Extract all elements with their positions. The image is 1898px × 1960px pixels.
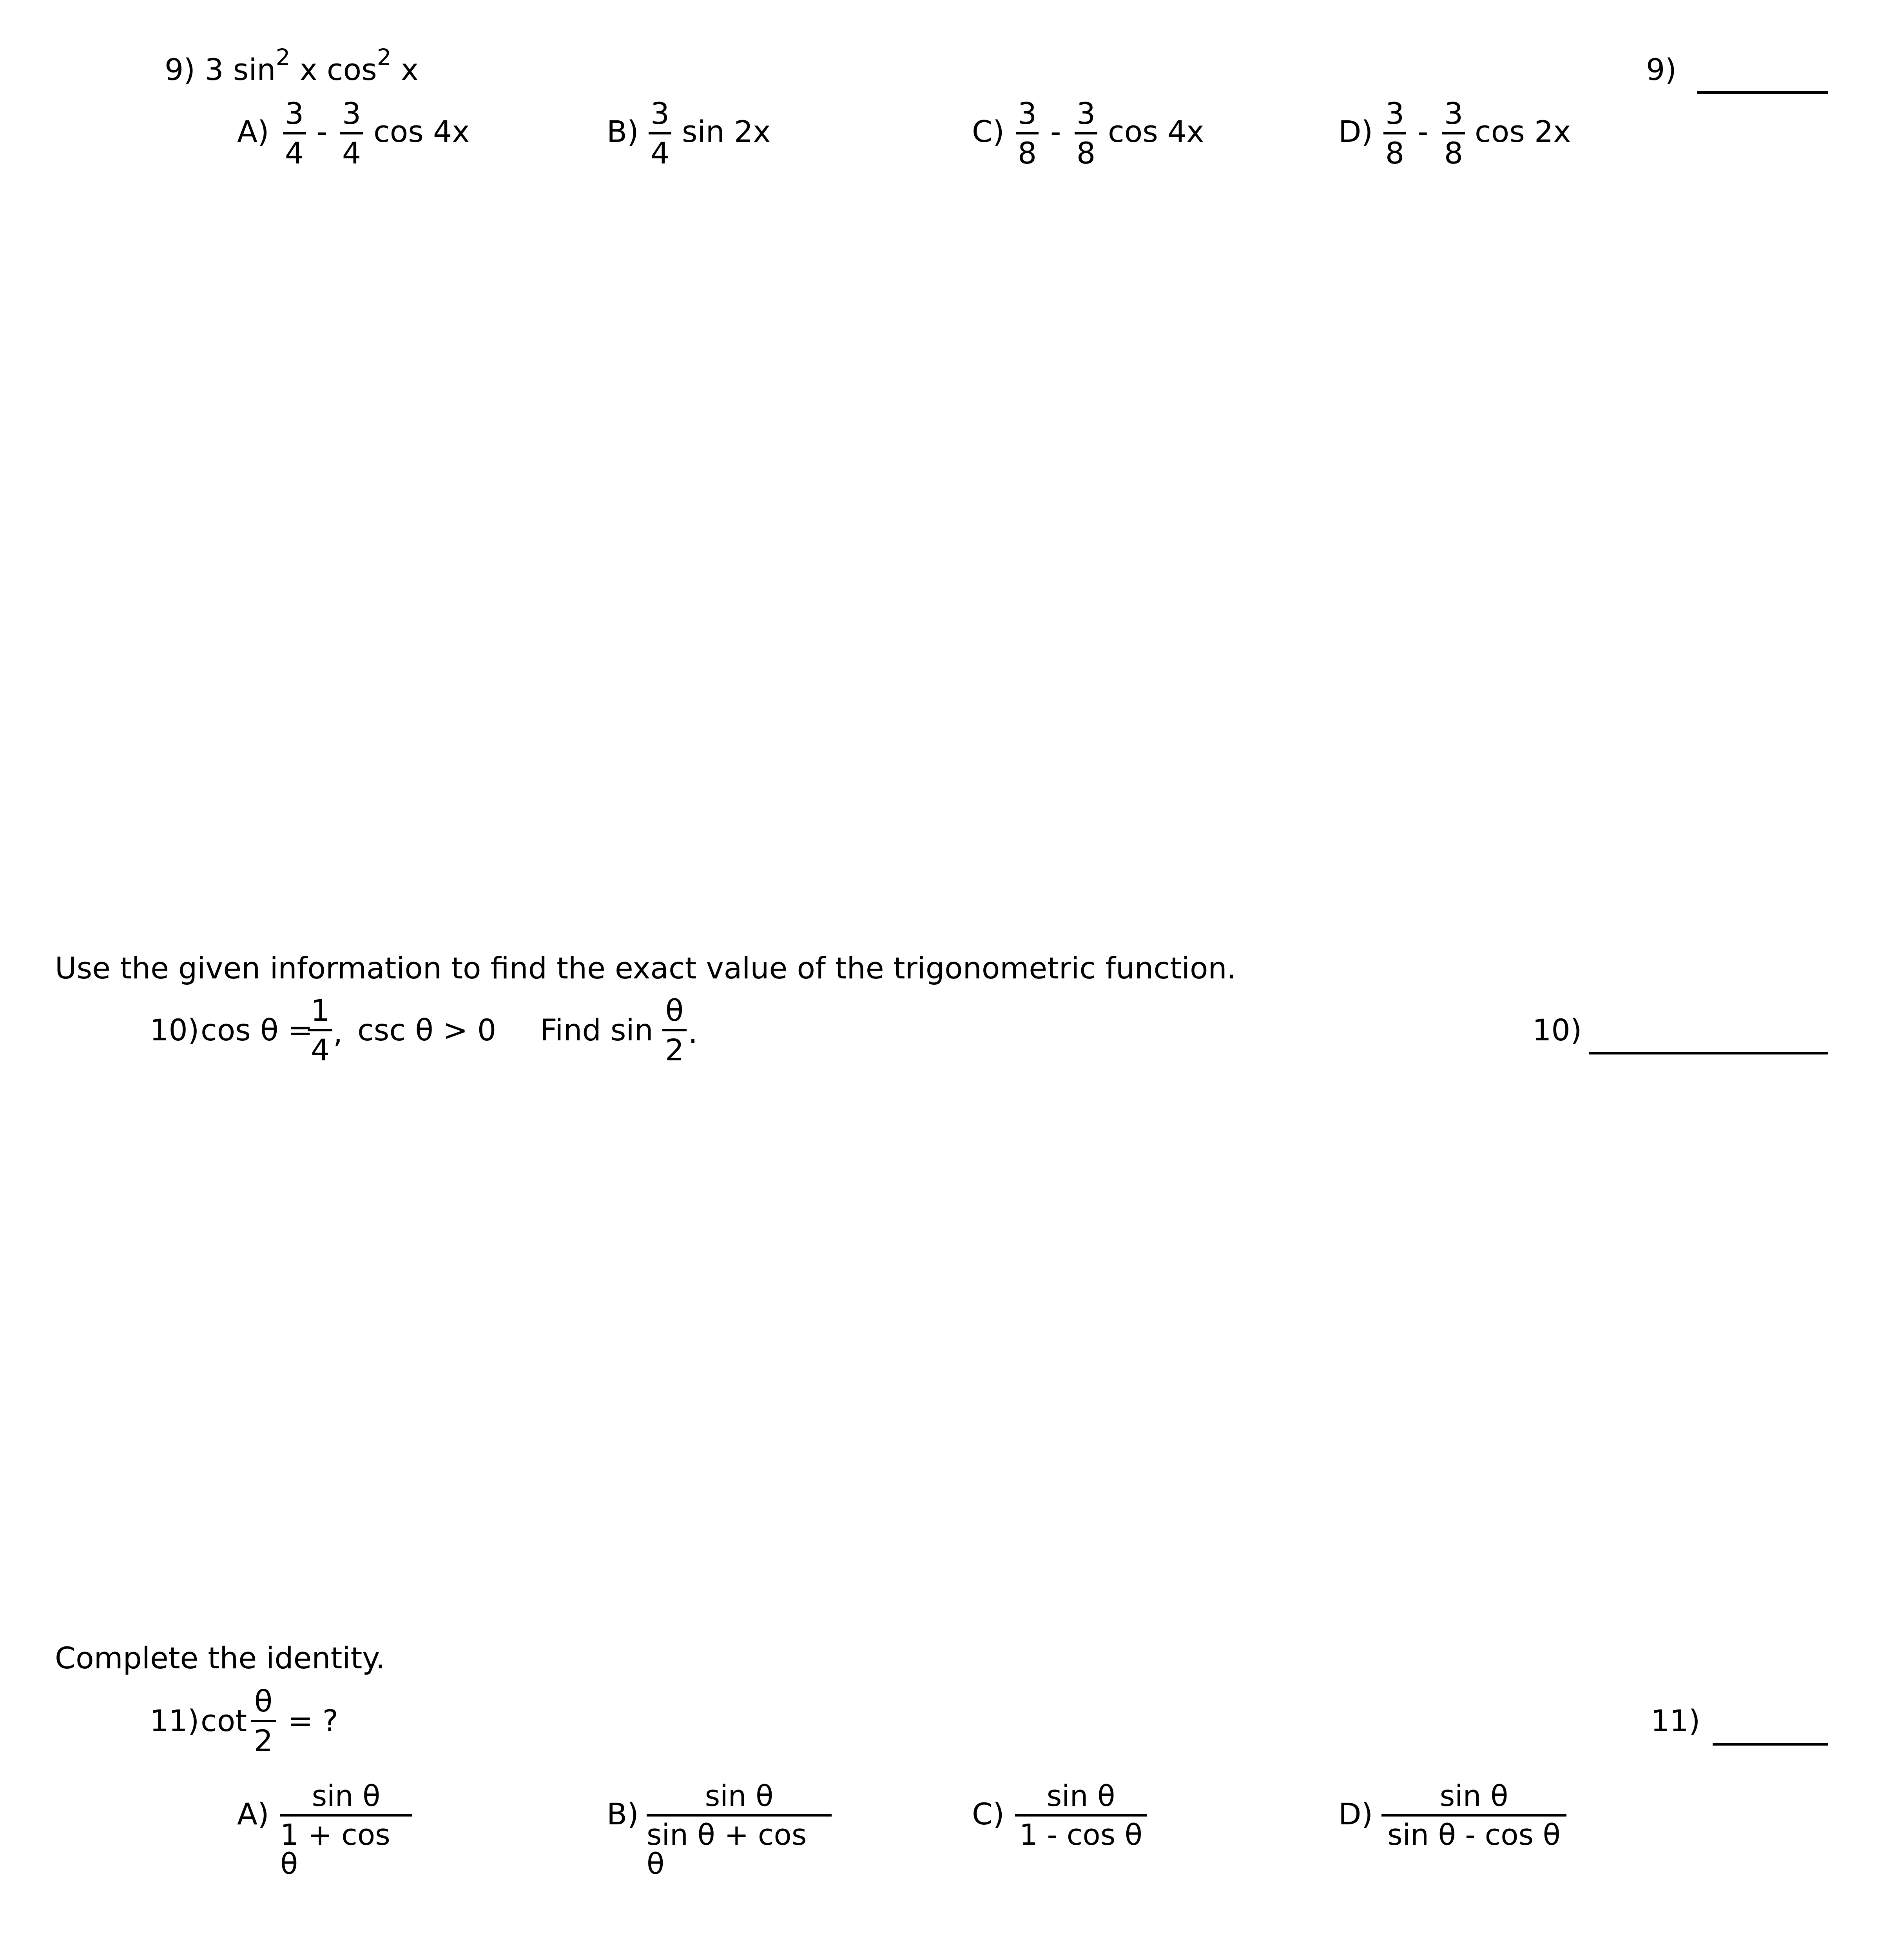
q9-answer-label: 9) xyxy=(1646,52,1677,87)
fraction-numerator: sin θ xyxy=(1046,1779,1115,1813)
q9-choice-a-op: - xyxy=(317,114,328,149)
fraction-bar xyxy=(1015,1814,1147,1817)
fraction-denominator: 4 xyxy=(285,136,304,171)
q10-part1: cos θ = xyxy=(201,1013,313,1047)
q9-exp2: 2 xyxy=(377,44,392,71)
q9-choice-b-frac1 xyxy=(649,96,671,171)
q9-prompt xyxy=(165,44,419,87)
fraction-denominator: 4 xyxy=(310,1033,330,1067)
fraction-bar xyxy=(251,1720,276,1722)
q11-choice-d-label[interactable]: D) xyxy=(1338,1797,1373,1831)
fraction-denominator: 4 xyxy=(342,136,361,171)
q9-choice-c-op: - xyxy=(1050,114,1061,149)
fraction-denominator: 4 xyxy=(650,136,670,171)
q10-answer-blank[interactable] xyxy=(1589,1052,1828,1054)
fraction-denominator: 8 xyxy=(1076,136,1096,171)
q10-find: Find sin xyxy=(540,1013,653,1047)
q9-choice-a-frac2 xyxy=(340,96,363,171)
fraction-numerator: sin θ xyxy=(705,1779,774,1813)
fraction-bar xyxy=(1016,132,1039,134)
q11-rest: = ? xyxy=(288,1703,339,1738)
fraction-denominator: sin θ - cos θ xyxy=(1387,1818,1561,1852)
q9-choice-a-frac1 xyxy=(283,96,306,171)
q9-coef: 3 xyxy=(205,52,224,87)
fraction-bar xyxy=(283,132,306,134)
fraction-bar xyxy=(340,132,363,134)
q9-choice-c-frac1 xyxy=(1016,96,1039,171)
q10-given-fraction xyxy=(308,993,332,1067)
fraction-bar xyxy=(662,1029,687,1031)
fraction-numerator: 1 xyxy=(310,993,330,1028)
q11-choice-b-label[interactable]: B) xyxy=(607,1797,639,1831)
q9-choice-d-op: - xyxy=(1418,114,1428,149)
q9-choice-c-label[interactable]: C) xyxy=(972,114,1004,149)
q11-choice-a-label[interactable]: A) xyxy=(237,1797,269,1831)
fraction-numerator: 3 xyxy=(342,96,361,131)
q11-number: 11) xyxy=(150,1703,199,1738)
fraction-bar xyxy=(1442,132,1465,134)
fraction-numerator: sin θ xyxy=(1439,1779,1508,1813)
section3-instruction: Complete the identity. xyxy=(55,1641,385,1675)
q9-exp1: 2 xyxy=(276,44,290,71)
fraction-bar xyxy=(1075,132,1097,134)
fraction-numerator: sin θ xyxy=(312,1779,381,1813)
q11-choice-c-fraction xyxy=(1015,1779,1147,1852)
q9-number: 9) xyxy=(165,52,196,87)
q9-choice-b-tail: sin 2x xyxy=(682,114,771,149)
q11-cot: cot xyxy=(201,1703,247,1738)
q11-choice-d-fraction xyxy=(1381,1779,1566,1852)
fraction-bar xyxy=(649,132,671,134)
q9-choice-c-tail: cos 4x xyxy=(1108,114,1204,149)
fraction-denominator: 2 xyxy=(254,1723,273,1758)
fraction-numerator: 3 xyxy=(1444,96,1463,131)
q9-x2: x xyxy=(401,52,419,87)
fraction-bar xyxy=(1381,1814,1566,1817)
fraction-denominator: 1 - cos θ xyxy=(1019,1818,1143,1852)
q10-find-fraction xyxy=(662,993,687,1067)
fraction-denominator: 1 + cos θ xyxy=(280,1818,390,1881)
q11-answer-blank[interactable] xyxy=(1713,1743,1828,1746)
q10-number: 10) xyxy=(150,1013,199,1047)
fraction-numerator: θ xyxy=(665,993,684,1028)
q9-choice-c-frac2 xyxy=(1075,96,1097,171)
fraction-numerator: θ xyxy=(254,1684,273,1719)
fraction-denominator: 8 xyxy=(1385,136,1405,171)
q9-answer-blank[interactable] xyxy=(1697,91,1828,94)
q9-choice-a-tail: cos 4x xyxy=(373,114,470,149)
q9-choice-d-tail: cos 2x xyxy=(1475,114,1571,149)
fraction-numerator: 3 xyxy=(285,96,304,131)
fraction-denominator: 8 xyxy=(1444,136,1463,171)
fraction-bar xyxy=(647,1814,832,1817)
fraction-numerator: 3 xyxy=(1385,96,1405,131)
fraction-numerator: 3 xyxy=(1076,96,1096,131)
section2-instruction: Use the given information to find the exact value of the trigonometric function. xyxy=(55,951,1236,985)
q11-answer-label: 11) xyxy=(1651,1703,1700,1738)
q9-choice-b-label[interactable]: B) xyxy=(607,114,639,149)
q9-choice-a-label[interactable]: A) xyxy=(237,114,269,149)
fraction-bar xyxy=(1383,132,1406,134)
q9-x1: x xyxy=(299,52,317,87)
q9-cos: cos xyxy=(326,52,377,87)
fraction-numerator: 3 xyxy=(650,96,670,131)
q9-choice-d-label[interactable]: D) xyxy=(1338,114,1373,149)
q10-answer-label: 10) xyxy=(1532,1013,1582,1047)
q9-choice-d-frac2 xyxy=(1442,96,1465,171)
fraction-numerator: 3 xyxy=(1017,96,1037,131)
q11-fraction xyxy=(251,1686,276,1756)
q10-period: . xyxy=(688,1015,698,1050)
q11-choice-c-label[interactable]: C) xyxy=(972,1797,1004,1831)
q10-condition: csc θ > 0 xyxy=(357,1013,497,1047)
fraction-denominator: 2 xyxy=(665,1033,684,1067)
fraction-bar xyxy=(280,1814,412,1817)
fraction-bar xyxy=(308,1029,332,1031)
fraction-denominator: sin θ + cos θ xyxy=(647,1818,807,1881)
fraction-denominator: 8 xyxy=(1017,136,1037,171)
q9-choice-d-frac1 xyxy=(1383,96,1406,171)
q10-comma: , xyxy=(333,1015,343,1050)
q11-choice-a-fraction xyxy=(280,1779,412,1881)
q9-sin: sin xyxy=(233,52,276,87)
q11-choice-b-fraction xyxy=(647,1779,832,1881)
